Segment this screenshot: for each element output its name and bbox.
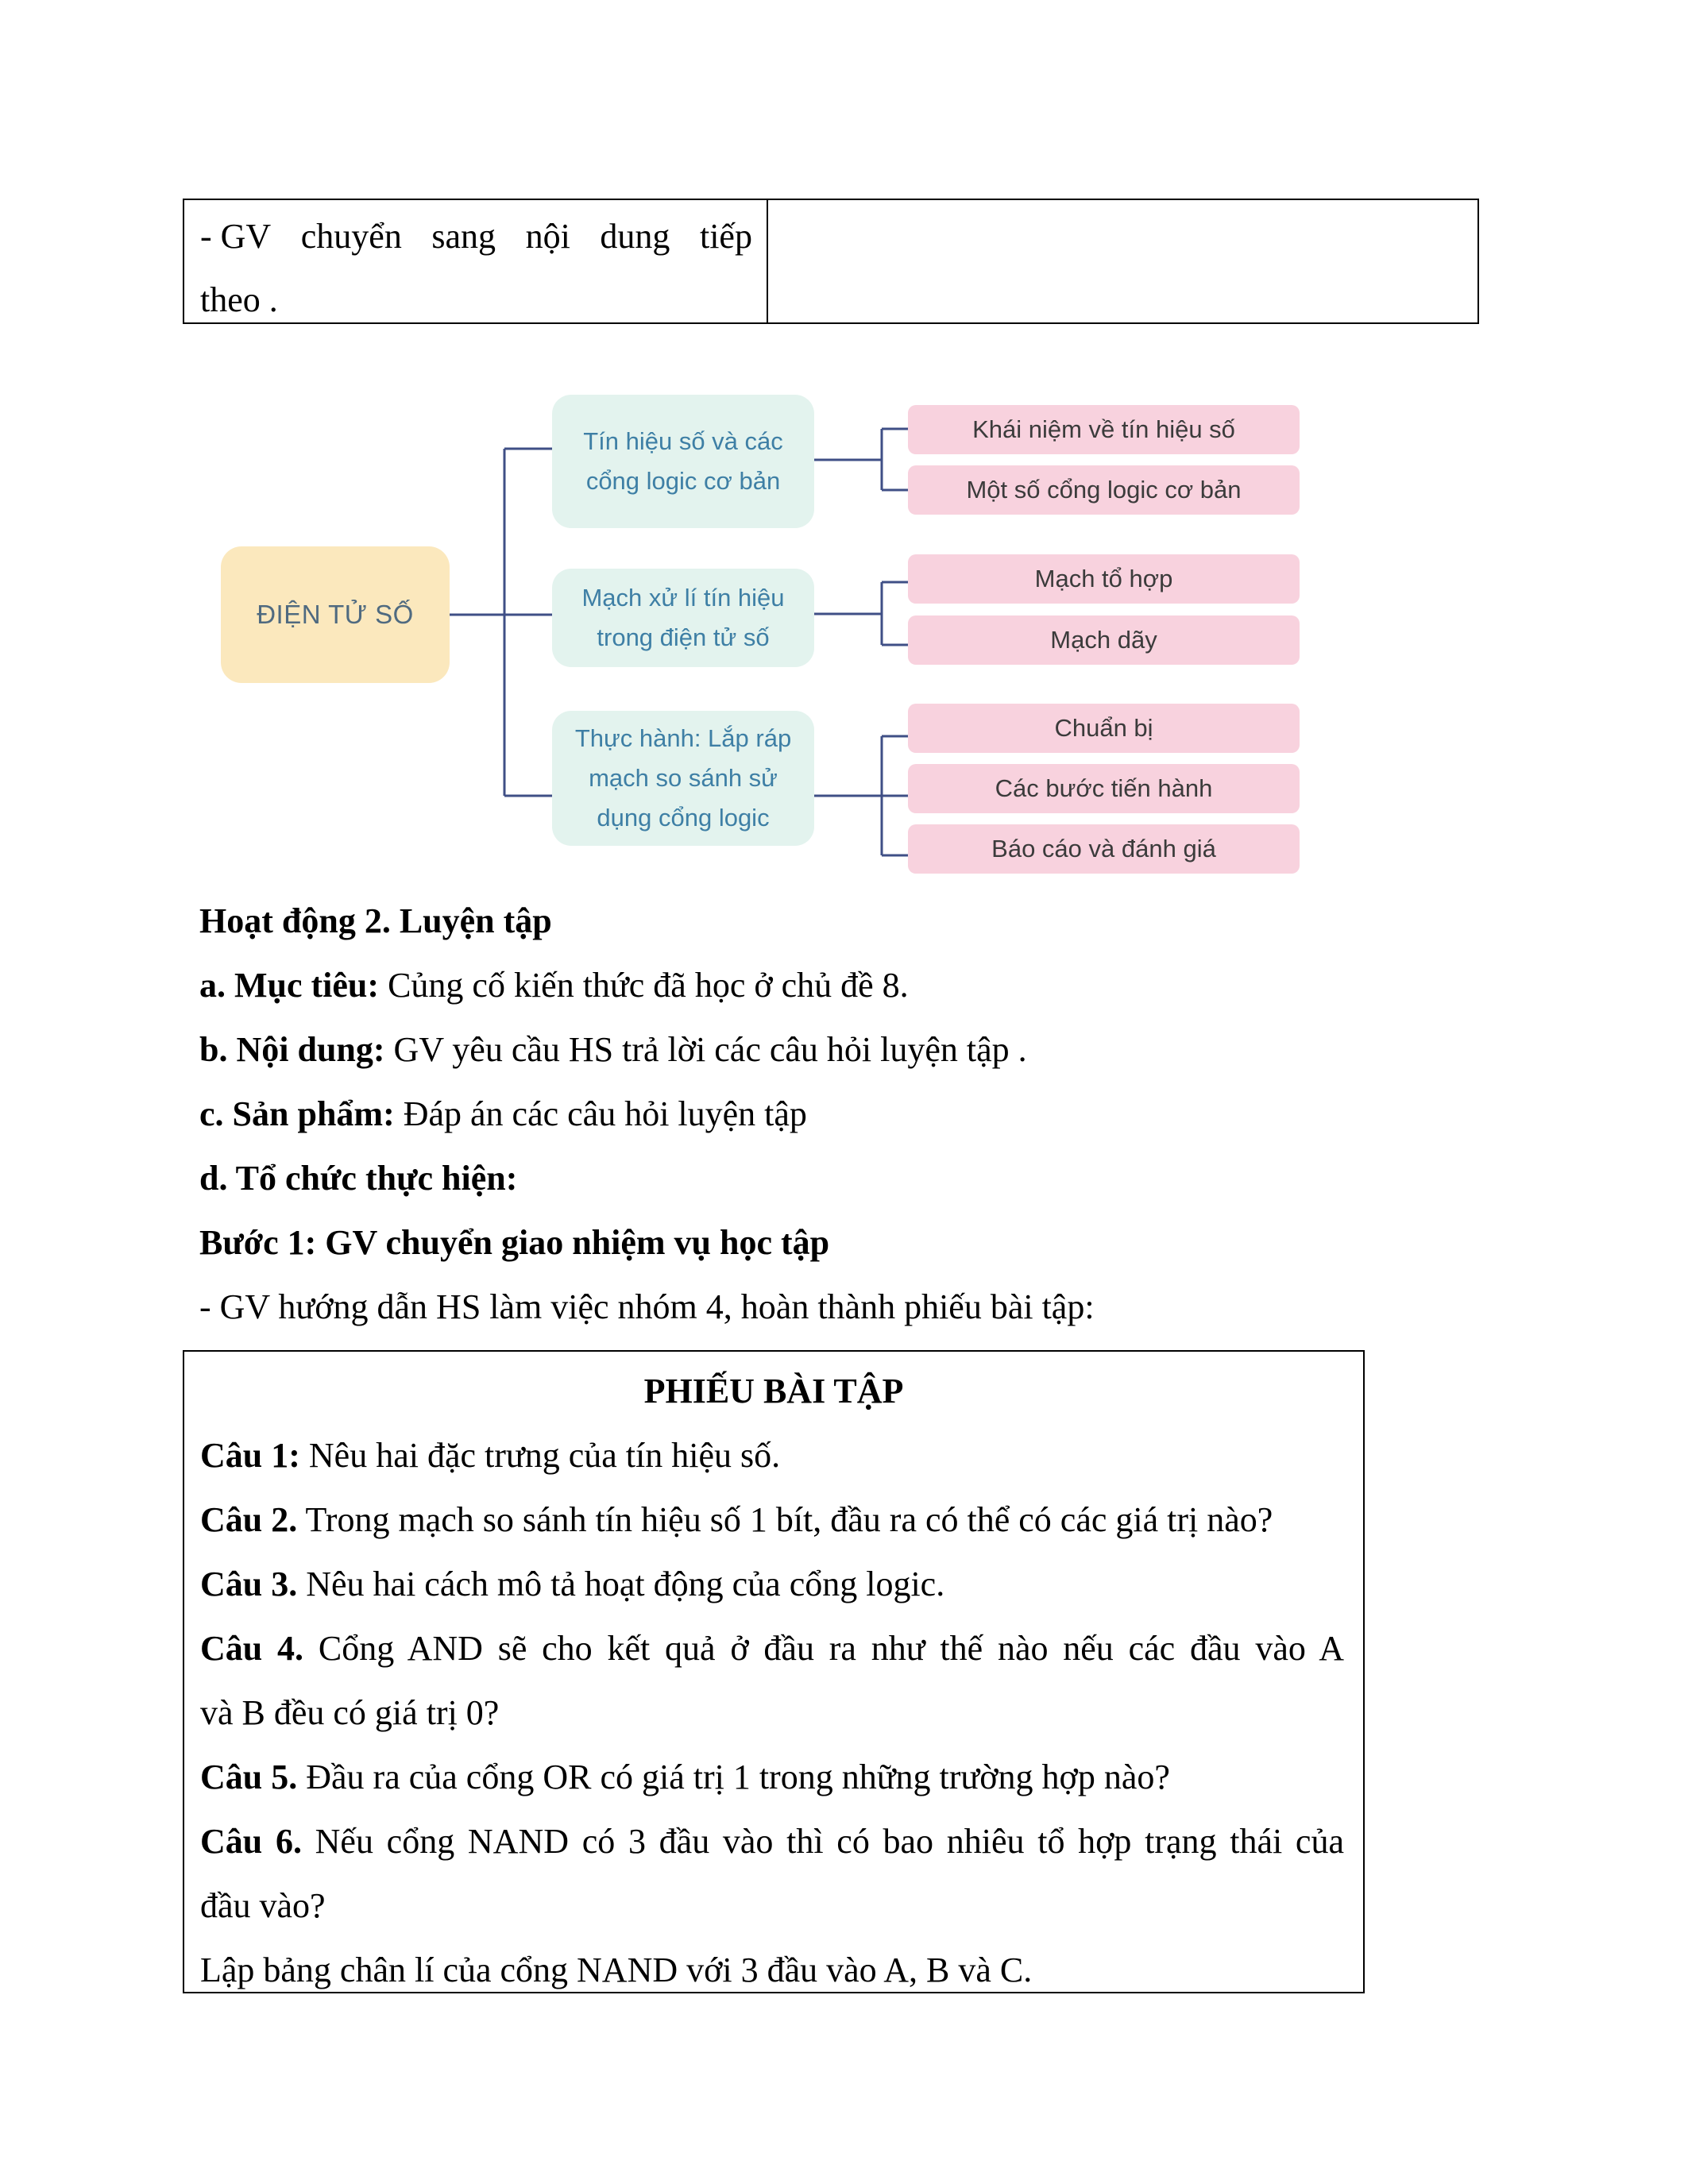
- question-text: Nêu hai cách mô tả hoạt động của cổng logic.: [297, 1565, 945, 1603]
- organization-label: d. Tổ chức thực hiện:: [199, 1159, 518, 1198]
- top-table: [183, 199, 1479, 324]
- question-text: Nếu cổng NAND có 3 đầu vào thì có bao nhiêu tổ hợp trạng thái của: [301, 1822, 1344, 1861]
- organization-line: [199, 1155, 517, 1202]
- question-label: Câu 2.: [200, 1500, 298, 1539]
- instruction-line: - GV hướng dẫn HS làm việc nhóm 4, hoàn thành phiếu bài tập:: [199, 1287, 1095, 1326]
- question-label: Câu 6.: [200, 1822, 302, 1861]
- question-4-cont: và B đều có giá trị 0?: [200, 1693, 500, 1732]
- table-cell-left: [184, 200, 768, 322]
- worksheet-title: PHIẾU BÀI TẬP: [643, 1372, 904, 1410]
- product-text: Đáp án các câu hỏi luyện tập: [394, 1094, 807, 1133]
- branch-label-line: cổng logic cơ bản: [585, 467, 781, 495]
- product-line: [199, 1090, 807, 1138]
- activity-heading: Hoạt động 2. Luyện tập: [199, 901, 552, 940]
- table-cell-line-1: [200, 205, 752, 268]
- word: - GV: [200, 217, 272, 256]
- mind-map-branch-1: [552, 395, 814, 528]
- branch-label-line: dụng cổng logic: [597, 804, 770, 832]
- table-cell-right: [768, 200, 1477, 322]
- content-line: [199, 1026, 1027, 1074]
- objective-line: [199, 962, 909, 1009]
- branch-label-line: mạch so sánh sử: [589, 764, 778, 792]
- mind-map-leaf: Một số cổng logic cơ bản: [908, 465, 1300, 515]
- mind-map-diagram: [214, 389, 1352, 882]
- content-text: GV yêu cầu HS trả lời các câu hỏi luyện tập .: [384, 1030, 1027, 1069]
- question-text: Nêu hai đặc trưng của tín hiệu số.: [299, 1436, 781, 1475]
- question-label: Câu 4.: [200, 1629, 304, 1668]
- mind-map-leaf: Khái niệm về tín hiệu số: [908, 405, 1300, 454]
- mind-map-leaf: Báo cáo và đánh giá: [908, 824, 1300, 874]
- word: nội: [525, 217, 570, 256]
- mind-map-leaf: Mạch dãy: [908, 615, 1300, 665]
- branch-label-line: Mạch xử lí tín hiệu: [581, 584, 785, 612]
- question-6-cont: đầu vào?: [200, 1886, 326, 1925]
- word: sang: [431, 217, 496, 256]
- word: tiếp: [699, 217, 752, 256]
- branch-label-line: Thực hành: Lắp ráp: [574, 724, 792, 752]
- truth-table-task: Lập bảng chân lí của cổng NAND với 3 đầu vào A, B và C.: [200, 1951, 1033, 1989]
- question-4: [200, 1625, 1344, 1673]
- mind-map-leaf: Mạch tổ hợp: [908, 554, 1300, 604]
- mind-map-branch-3: [552, 711, 814, 846]
- word: dung: [600, 217, 670, 256]
- mind-map-leaf: Các bước tiến hành: [908, 764, 1300, 813]
- table-cell-line-2: theo .: [200, 280, 278, 319]
- product-label: c. Sản phẩm:: [199, 1094, 395, 1133]
- worksheet-box: [183, 1350, 1365, 1993]
- question-label: Câu 1:: [200, 1436, 300, 1475]
- objective-text: Củng cố kiến thức đã học ở chủ đề 8.: [379, 966, 909, 1005]
- mind-map-root: ĐIỆN TỬ SỐ: [221, 546, 450, 683]
- question-label: Câu 3.: [200, 1565, 298, 1603]
- question-label: Câu 5.: [200, 1758, 298, 1796]
- question-5: [200, 1754, 1344, 1801]
- question-6: [200, 1818, 1344, 1866]
- step-1-heading: Bước 1: GV chuyển giao nhiệm vụ học tập: [199, 1223, 830, 1262]
- question-2: [200, 1496, 1344, 1544]
- mind-map-leaf: Chuẩn bị: [908, 704, 1300, 753]
- question-1: [200, 1432, 1344, 1480]
- question-text: Trong mạch so sánh tín hiệu số 1 bít, đầu ra có thể có các giá trị nào?: [297, 1500, 1273, 1539]
- branch-label-line: Tín hiệu số và các: [583, 427, 783, 455]
- question-text: Đầu ra của cổng OR có giá trị 1 trong những trường hợp nào?: [297, 1758, 1170, 1796]
- branch-label-line: trong điện tử số: [597, 623, 770, 651]
- content-label: b. Nội dung:: [199, 1030, 385, 1069]
- mind-map-branch-2: [552, 569, 814, 667]
- question-text: Cổng AND sẽ cho kết quả ở đầu ra như thế nào nếu các đầu vào A: [303, 1629, 1344, 1668]
- question-3: [200, 1561, 1344, 1608]
- word: chuyển: [300, 217, 402, 256]
- objective-label: a. Mục tiêu:: [199, 966, 380, 1005]
